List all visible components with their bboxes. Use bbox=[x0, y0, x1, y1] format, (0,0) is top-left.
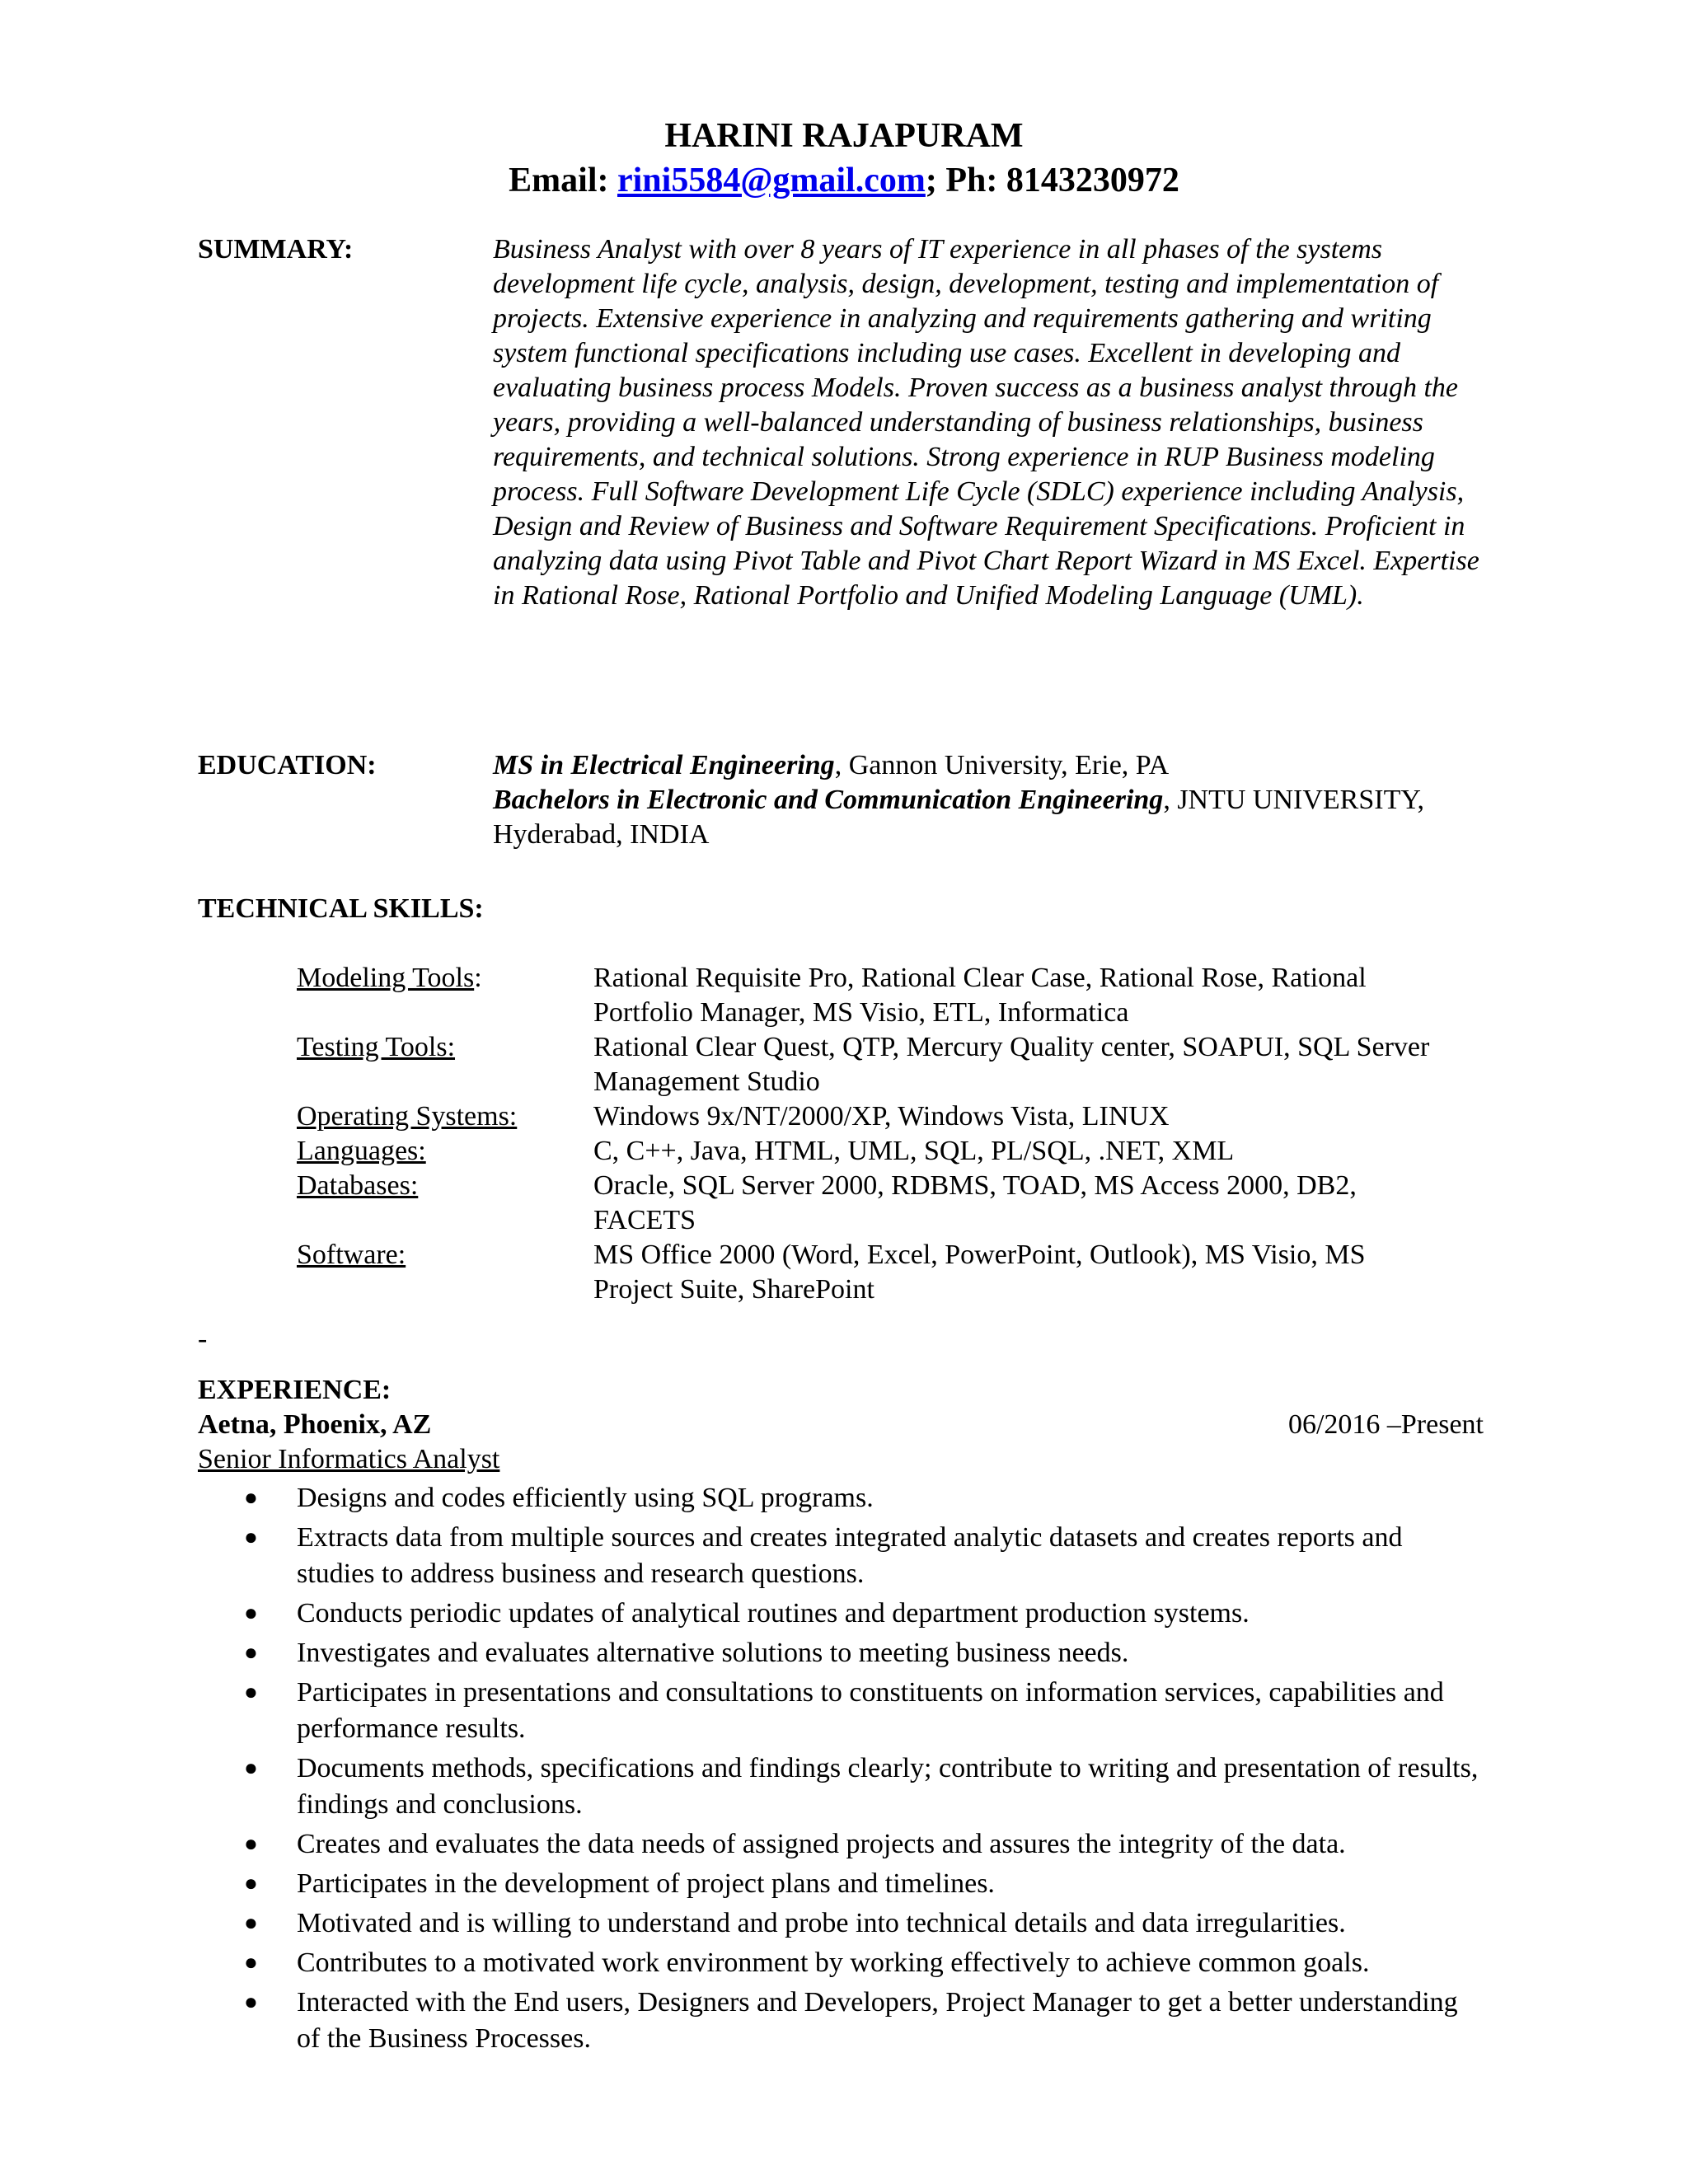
bullet-icon: ● bbox=[244, 1601, 258, 1626]
contact-line bbox=[0, 158, 1688, 203]
summary-text: Business Analyst with over 8 years of IT experience in all phases of the systems development life cycle, analysis, design, development, testing and implementation of projects. Extensive experience in analyzing and requirements gathering and writing system functional specifications including use cases. Excellent in developing and evaluating business process Models. Proven success as a business analyst through the years, providing a well-balanced understanding of business relationships, business requirements, and technical solutions. Strong experience in RUP Business modeling process. Full Software Development Life Cycle (SDLC) experience including Analysis, Design and Review of Business and Software Requirement Specifications. Proficient in analyzing data using Pivot Table and Pivot Chart Report Wizard in MS Excel. Expertise in Rational Rose, Rational Portfolio and Unified Modeling Language (UML). bbox=[493, 234, 1479, 611]
skill-value: Windows 9x/NT/2000/XP, Windows Vista, LINUX bbox=[593, 1101, 1170, 1132]
company-name: Aetna, Phoenix, AZ bbox=[198, 1409, 432, 1440]
duty-item bbox=[198, 1905, 1484, 1942]
education-item bbox=[493, 783, 1482, 852]
duty-text: Creates and evaluates the data needs of assigned projects and assures the integrity of the data. bbox=[297, 1829, 1346, 1859]
duty-item bbox=[198, 1596, 1484, 1632]
duty-text: Conducts periodic updates of analytical routines and department production systems. bbox=[297, 1598, 1250, 1629]
education-item bbox=[493, 748, 1482, 783]
skill-value: Rational Clear Quest, QTP, Mercury Quality center, SOAPUI, SQL Server Management Studio bbox=[593, 1032, 1430, 1097]
email-link[interactable]: rini5584@gmail.com bbox=[617, 162, 926, 199]
skill-label-suffix: : bbox=[474, 963, 482, 993]
technical-skills-label: TECHNICAL SKILLS: bbox=[198, 893, 484, 924]
separator-dash: - bbox=[198, 1324, 208, 1354]
degree-school: , Gannon University, Erie, PA bbox=[834, 750, 1170, 780]
skill-label-cell bbox=[297, 961, 593, 1030]
skill-value: MS Office 2000 (Word, Excel, PowerPoint, Outlook), MS Visio, MS Project Suite, SharePoint bbox=[593, 1240, 1366, 1305]
degree-title: MS in Electrical Engineering bbox=[493, 750, 835, 780]
skill-value: Rational Requisite Pro, Rational Clear Case, Rational Rose, Rational Portfolio Manager, MS Visio, ETL, Informatica bbox=[593, 963, 1367, 1028]
skill-label: Languages: bbox=[297, 1136, 426, 1166]
phone-text: ; Ph: 8143230972 bbox=[925, 162, 1179, 199]
bullet-icon: ● bbox=[244, 1525, 258, 1550]
duty-text: Documents methods, specifications and findings clearly; contribute to writing and presentation of results, findings and conclusions. bbox=[297, 1753, 1479, 1820]
duty-item bbox=[198, 1945, 1484, 1981]
skill-label: Databases: bbox=[297, 1170, 419, 1201]
skill-value: C, C++, Java, HTML, UML, SQL, PL/SQL, .NET, XML bbox=[593, 1136, 1235, 1166]
bullet-icon: ● bbox=[244, 1831, 258, 1857]
duty-item bbox=[198, 1826, 1484, 1863]
education-list bbox=[493, 748, 1482, 852]
duty-item bbox=[198, 1866, 1484, 1902]
skill-value: Oracle, SQL Server 2000, RDBMS, TOAD, MS Access 2000, DB2, FACETS bbox=[593, 1170, 1357, 1235]
duty-text: Extracts data from multiple sources and creates integrated analytic datasets and creates reports and studies to address business and research questions. bbox=[297, 1522, 1403, 1589]
duty-item bbox=[198, 1675, 1484, 1747]
skill-row bbox=[297, 1030, 1467, 1099]
skill-row bbox=[297, 1238, 1467, 1307]
degree-title: Bachelors in Electronic and Communication Engineering bbox=[493, 785, 1164, 815]
experience-section bbox=[198, 1373, 1484, 2057]
summary-label: SUMMARY: bbox=[198, 234, 354, 265]
experience-label: EXPERIENCE: bbox=[198, 1375, 392, 1405]
duty-text: Contributes to a motivated work environment by working effectively to achieve common goals. bbox=[297, 1947, 1370, 1978]
bullet-icon: ● bbox=[244, 1755, 258, 1781]
bullet-icon: ● bbox=[244, 1990, 258, 2015]
duty-item bbox=[198, 1985, 1484, 2057]
skill-row bbox=[297, 1099, 1467, 1134]
skill-label: Software: bbox=[297, 1240, 406, 1270]
skill-label: Testing Tools: bbox=[297, 1032, 456, 1062]
duty-list bbox=[198, 1480, 1484, 2057]
resume-header bbox=[0, 114, 1688, 203]
bullet-icon: ● bbox=[244, 1950, 258, 1975]
job-header bbox=[198, 1408, 1484, 1442]
duty-item bbox=[198, 1750, 1484, 1823]
education-label: EDUCATION: bbox=[198, 750, 377, 780]
job-dates: 06/2016 –Present bbox=[1287, 1409, 1484, 1440]
degree-school: , JNTU UNIVERSITY, Hyderabad, INDIA bbox=[493, 785, 1425, 850]
email-label: Email: bbox=[509, 162, 617, 199]
duty-item bbox=[198, 1520, 1484, 1592]
job-role: Senior Informatics Analyst bbox=[198, 1444, 500, 1474]
candidate-name: HARINI RAJAPURAM bbox=[664, 117, 1024, 155]
duty-text: Motivated and is willing to understand and probe into technical details and data irregularities. bbox=[297, 1908, 1346, 1938]
duty-item bbox=[198, 1480, 1484, 1516]
duty-text: Investigates and evaluates alternative solutions to meeting business needs. bbox=[297, 1638, 1129, 1668]
skill-row bbox=[297, 1134, 1467, 1169]
bullet-icon: ● bbox=[244, 1640, 258, 1666]
bullet-icon: ● bbox=[244, 1680, 258, 1705]
skill-row bbox=[297, 961, 1467, 1030]
bullet-icon: ● bbox=[244, 1485, 258, 1511]
bullet-icon: ● bbox=[244, 1910, 258, 1936]
skills-table bbox=[297, 961, 1467, 1307]
bullet-icon: ● bbox=[244, 1871, 258, 1896]
skill-row bbox=[297, 1169, 1467, 1238]
skill-label: Operating Systems: bbox=[297, 1101, 518, 1132]
skill-label: Modeling Tools bbox=[297, 963, 475, 993]
duty-text: Designs and codes efficiently using SQL programs. bbox=[297, 1483, 874, 1513]
duty-text: Interacted with the End users, Designers and Developers, Project Manager to get a better understanding of the Business Processes. bbox=[297, 1987, 1458, 2054]
duty-text: Participates in presentations and consultations to constituents on information services, capabilities and performance results. bbox=[297, 1677, 1444, 1744]
duty-item bbox=[198, 1635, 1484, 1671]
duty-text: Participates in the development of project plans and timelines. bbox=[297, 1868, 995, 1899]
